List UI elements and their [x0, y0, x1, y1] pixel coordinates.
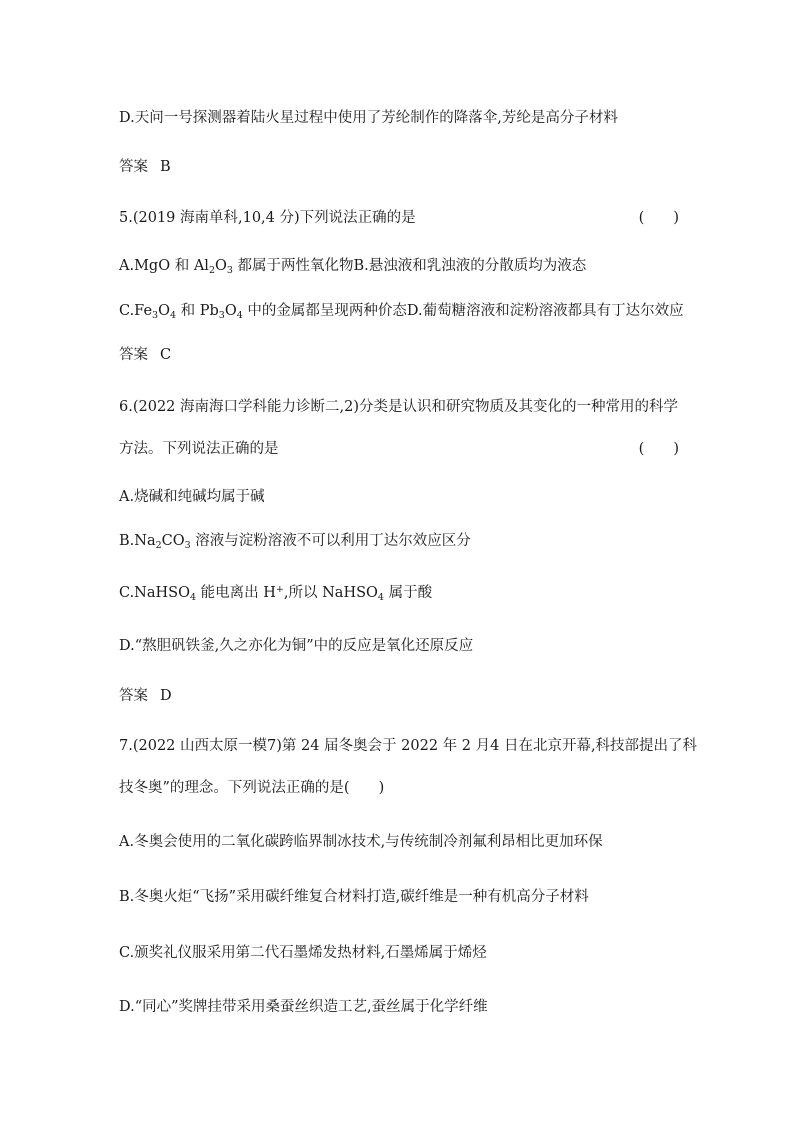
answer-value: C — [160, 347, 172, 363]
q7-option-d: D.“同心”奖牌挂带采用桑蚕丝织造工艺,蚕丝属于化学纤维 — [119, 999, 488, 1015]
q6-stem-text: 方法。下列说法正确的是 — [119, 441, 279, 457]
answer-label: 答案 — [119, 347, 148, 363]
q7-option-b: B.冬奥火炬“飞扬”采用碳纤维复合材料打造,碳纤维是一种有机高分子材料 — [119, 889, 589, 905]
answer-parentheses: ( ) — [638, 210, 679, 226]
q6-option-b: $B.Na_2CO_3$ 溶液与淀粉溶液不可以利用丁达尔效应区分 — [119, 533, 471, 551]
answer-label: 答案 — [119, 159, 148, 175]
q4-answer — [119, 157, 679, 177]
q6-option-c: C.NaHSO$_4$ 能电离出 H+,所以 NaHSO$_4$ 属于酸 — [119, 584, 433, 603]
answer-parentheses: ( ) — [638, 441, 679, 457]
q7-stem-line1: 7.(2022 山西太原一模7)第 24 届冬奥会于 2022 年 2 月4 日在北京开幕,科技部提出了科 — [119, 738, 698, 754]
q6-stem-line1: 6.(2022 海南海口学科能力诊断二,2)分类是认识和研究物质及其变化的一种常用的科学 — [119, 399, 678, 415]
answer-label: 答案 — [119, 688, 148, 704]
q7-option-a: A.冬奥会使用的二氧化碳跨临界制冰技术,与传统制冷剂氟利昂相比更加环保 — [119, 834, 603, 850]
q5-answer — [119, 345, 679, 365]
q7-stem-line2: 技冬奥”的理念。下列说法正确的是( ) — [119, 780, 385, 796]
q5-option-ab: A.MgO 和 $Al_2O_3$ 都属于两性氧化物B.悬浊液和乳浊液的分散质均为液态 — [119, 258, 587, 276]
q5-option-cd: $C.Fe_3O_4$ 和 $Pb_3O_4$ 中的金属都呈现两种价态D.葡萄糖溶液和淀粉溶液都具有丁达尔效应 — [119, 303, 684, 321]
q5-stem — [119, 208, 679, 228]
q6-stem-line2 — [119, 439, 679, 459]
q6-answer — [119, 686, 679, 706]
q6-option-d: D.“熬胆矾铁釜,久之亦化为铜”中的反应是氧化还原反应 — [119, 638, 474, 654]
answer-value: B — [160, 159, 171, 175]
q7-option-c: C.颁奖礼仪服采用第二代石墨烯发热材料,石墨烯属于烯烃 — [119, 945, 487, 961]
q4-option-d: D.天问一号探测器着陆火星过程中使用了芳纶制作的降落伞,芳纶是高分子材料 — [119, 110, 618, 126]
q5-stem-text: 5.(2019 海南单科,10,4 分)下列说法正确的是 — [119, 210, 416, 226]
answer-value: D — [160, 688, 172, 704]
q6-option-a: A.烧碱和纯碱均属于碱 — [119, 489, 265, 505]
